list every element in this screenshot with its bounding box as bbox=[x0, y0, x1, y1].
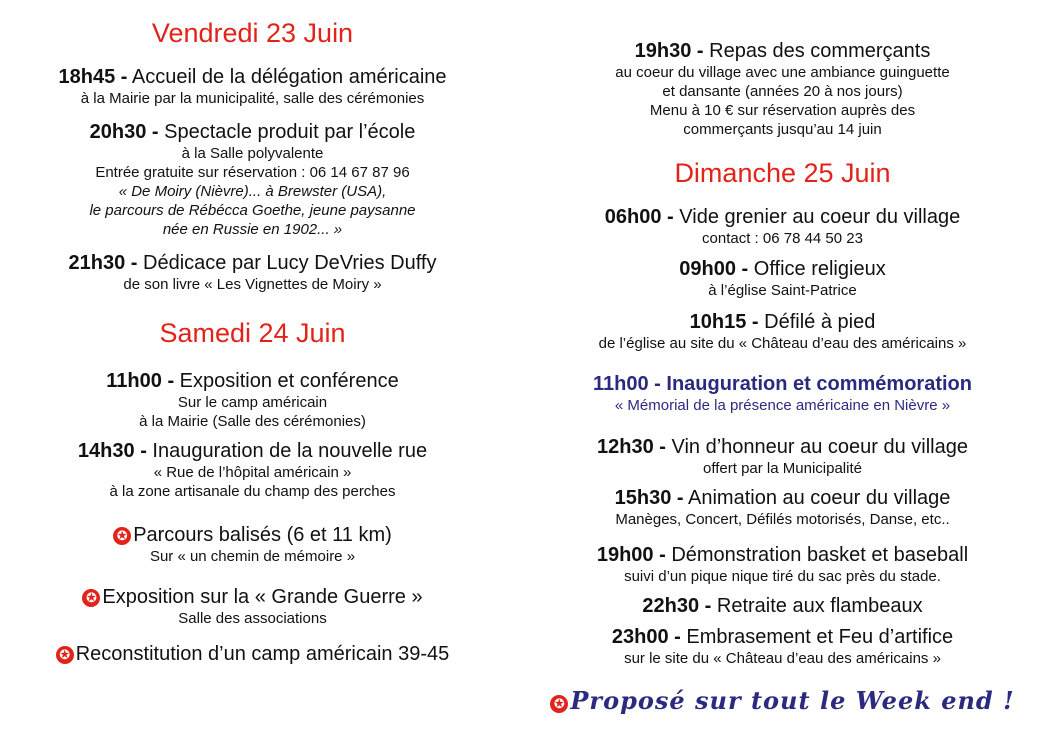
event-title: 18h45 - Accueil de la délégation américaine bbox=[58, 66, 447, 88]
event-detail: Entrée gratuite sur réservation : 06 14 67 87 96 bbox=[95, 164, 410, 181]
weekend-footer bbox=[545, 686, 1020, 715]
weekend-footer-text: Proposé sur tout le Week end ! bbox=[570, 686, 1015, 715]
event-detail: à la Mairie par la municipalité, salle des cérémonies bbox=[80, 90, 425, 107]
weekend-item-title: Exposition sur la « Grande Guerre » bbox=[102, 586, 423, 608]
weekend-item-exhibition bbox=[0, 586, 505, 628]
event-1530 bbox=[545, 487, 1020, 529]
event-1900 bbox=[545, 544, 1020, 586]
event-title: 19h00 - Démonstration basket et baseball bbox=[596, 544, 969, 566]
event-title: 20h30 - Spectacle produit par l’école bbox=[89, 121, 416, 143]
event-title: 23h00 - Embrasement et Feu d’artifice bbox=[611, 626, 954, 648]
event-0600 bbox=[545, 206, 1020, 248]
event-time: 20h30 - bbox=[89, 121, 159, 143]
event-detail: « Mémorial de la présence américaine en Nièvre » bbox=[614, 397, 951, 414]
event-2300 bbox=[545, 626, 1020, 668]
event-detail: de l’église au site du « Château d’eau des américains » bbox=[598, 335, 967, 352]
event-time: 15h30 - bbox=[614, 487, 684, 509]
day-heading-friday: Vendredi 23 Juin bbox=[151, 18, 354, 48]
event-quote: née en Russie en 1902... » bbox=[162, 221, 343, 238]
event-time: 19h00 - bbox=[596, 544, 666, 566]
event-1430 bbox=[0, 440, 505, 501]
event-title: 12h30 - Vin d’honneur au coeur du village bbox=[596, 436, 968, 458]
event-time: 06h00 - bbox=[604, 206, 674, 228]
event-time: 10h15 - bbox=[689, 311, 759, 333]
event-detail: Menu à 10 € sur réservation auprès des bbox=[649, 102, 916, 119]
event-title: 21h30 - Dédicace par Lucy DeVries Duffy bbox=[68, 252, 437, 274]
event-quote: « De Moiry (Nièvre)... à Brewster (USA), bbox=[118, 183, 387, 200]
event-title: 15h30 - Animation au coeur du village bbox=[614, 487, 951, 509]
day-heading-sunday: Dimanche 25 Juin bbox=[674, 158, 891, 188]
event-detail: à la Mairie (Salle des cérémonies) bbox=[139, 413, 366, 430]
event-1845 bbox=[0, 66, 505, 108]
event-title: 14h30 - Inauguration de la nouvelle rue bbox=[77, 440, 428, 462]
event-detail: au coeur du village avec une ambiance guinguette bbox=[615, 64, 950, 81]
event-1015 bbox=[545, 311, 1020, 353]
event-detail: « Rue de l’hôpital américain » bbox=[153, 464, 352, 481]
event-title: 19h30 - Repas des commerçants bbox=[634, 40, 931, 62]
event-title: 22h30 - Retraite aux flambeaux bbox=[642, 595, 923, 617]
event-title: 06h00 - Vide grenier au coeur du village bbox=[604, 206, 961, 228]
event-time: 09h00 - bbox=[679, 258, 749, 280]
event-1230 bbox=[545, 436, 1020, 478]
event-time: 14h30 - bbox=[77, 440, 147, 462]
event-time: 19h30 - bbox=[634, 40, 704, 62]
event-time: 18h45 - bbox=[58, 66, 128, 88]
event-1930 bbox=[545, 40, 1020, 139]
event-detail: Salle des associations bbox=[178, 610, 327, 627]
star-icon: ✪ bbox=[82, 589, 100, 607]
event-time: 21h30 - bbox=[68, 252, 138, 274]
event-detail: à la Salle polyvalente bbox=[181, 145, 324, 162]
event-title: 09h00 - Office religieux bbox=[679, 258, 886, 280]
event-time: 23h00 - bbox=[611, 626, 681, 648]
event-1100-sat bbox=[0, 370, 505, 431]
day-heading-saturday: Samedi 24 Juin bbox=[159, 318, 346, 348]
event-2130 bbox=[0, 252, 505, 294]
weekend-item-trails bbox=[0, 524, 505, 566]
event-detail: de son livre « Les Vignettes de Moiry » bbox=[123, 276, 382, 293]
star-icon: ✪ bbox=[113, 527, 131, 545]
event-time: 11h00 - bbox=[106, 370, 175, 392]
event-detail: Manèges, Concert, Défilés motorisés, Danse, etc.. bbox=[615, 511, 950, 528]
event-detail: et dansante (années 20 à nos jours) bbox=[662, 83, 903, 100]
event-detail: à l’église Saint-Patrice bbox=[708, 282, 857, 299]
event-time: 22h30 - bbox=[642, 595, 712, 617]
weekend-item-title: Parcours balisés (6 et 11 km) bbox=[133, 524, 392, 546]
event-detail: contact : 06 78 44 50 23 bbox=[702, 230, 863, 247]
event-detail: à la zone artisanale du champ des perches bbox=[109, 483, 396, 500]
event-quote: le parcours de Rébécca Goethe, jeune paysanne bbox=[89, 202, 416, 219]
event-detail: suivi d’un pique nique tiré du sac près du stade. bbox=[624, 568, 941, 585]
event-detail: Sur le camp américain bbox=[177, 394, 328, 411]
weekend-item-camp bbox=[0, 643, 505, 666]
event-detail: commerçants jusqu’au 14 juin bbox=[683, 121, 882, 138]
event-detail: offert par la Municipalité bbox=[703, 460, 862, 477]
event-title: 10h15 - Défilé à pied bbox=[689, 311, 876, 333]
event-2030 bbox=[0, 121, 505, 239]
event-2230 bbox=[545, 595, 1020, 618]
event-time: 11h00 - bbox=[593, 373, 661, 395]
event-detail: Sur « un chemin de mémoire » bbox=[149, 548, 356, 565]
event-title: 11h00 - Inauguration et commémoration bbox=[593, 373, 972, 395]
event-title: 11h00 - Exposition et conférence bbox=[106, 370, 399, 392]
event-detail: sur le site du « Château d’eau des américains » bbox=[624, 650, 941, 667]
star-icon: ✪ bbox=[56, 646, 74, 664]
event-0900 bbox=[545, 258, 1020, 300]
star-icon: ✪ bbox=[550, 695, 568, 713]
event-time: 12h30 - bbox=[596, 436, 666, 458]
event-1100-highlight bbox=[545, 373, 1020, 415]
weekend-item-title: Reconstitution d’un camp américain 39-45 bbox=[75, 643, 450, 665]
